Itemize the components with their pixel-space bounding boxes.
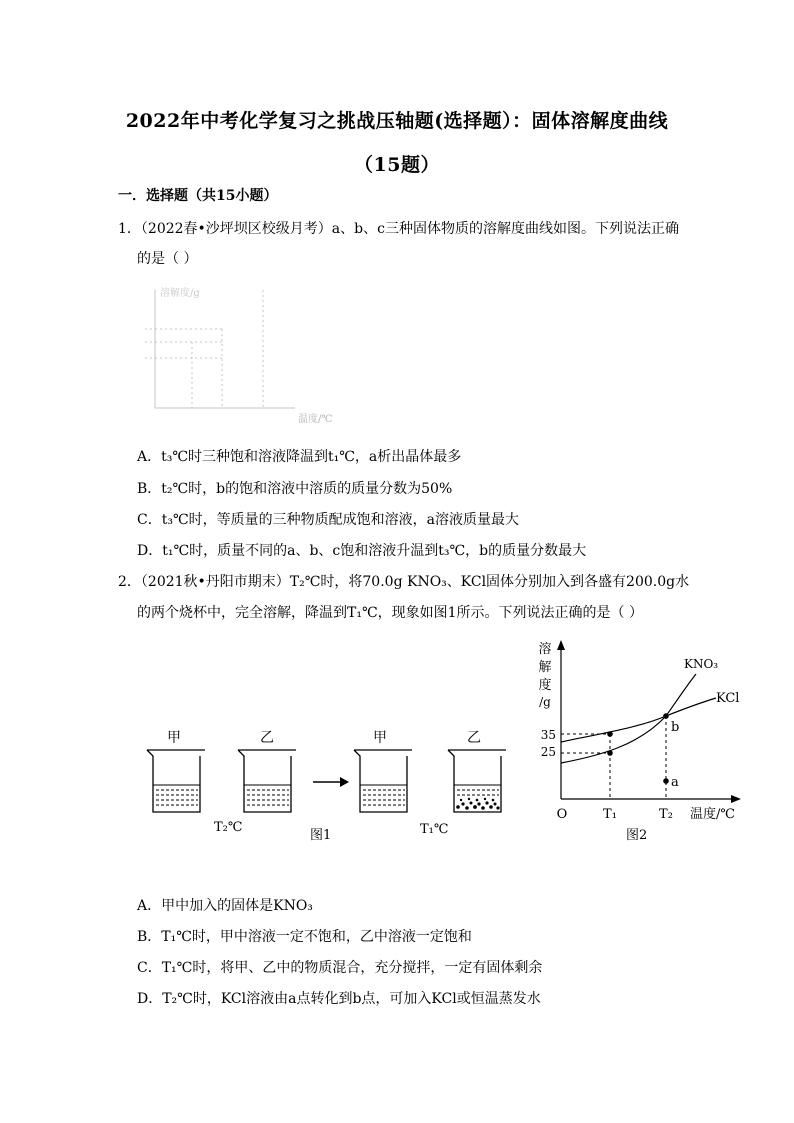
- beaker-label-yi-1: 乙: [260, 730, 274, 746]
- q1-stem-line2: 的是（ ）: [137, 251, 198, 267]
- tick-25: 25: [540, 745, 556, 759]
- point-a: [663, 778, 669, 784]
- beaker-yi-before: [238, 750, 296, 812]
- tick-t1: T₁: [603, 807, 617, 822]
- label-point-b: b: [671, 720, 680, 735]
- q1-stem-line1: 1．（2022春•沙坪坝区校级月考）a、b、c三种固体物质的溶解度曲线如图。下列说法正确: [118, 221, 679, 237]
- temp-label-left: T₂℃: [214, 820, 243, 835]
- y-axis-arrow-icon: [557, 640, 565, 650]
- page-title: 2022年中考化学复习之挑战压轴题(选择题）：固体溶解度曲线: [125, 110, 669, 132]
- point-b: [663, 713, 669, 719]
- intersection-point-t1-lower: [607, 750, 613, 756]
- q2-option-c[interactable]: C．T₁℃时，将甲、乙中的物质混合，充分搅拌，一定有固体剩余: [137, 960, 543, 976]
- x-axis-label: 温度/℃: [690, 807, 735, 822]
- q1-option-d[interactable]: D．t₁℃时，质量不同的a、b、c饱和溶液升温到t₃℃，b的质量分数最大: [137, 543, 587, 559]
- label-kcl: KCl: [716, 691, 740, 706]
- y-label-4: /g: [539, 695, 551, 709]
- q2-option-a[interactable]: A．甲中加入的固体是KNO₃: [137, 898, 313, 914]
- label-point-a: a: [671, 775, 679, 790]
- beaker-jia-before: [147, 750, 205, 812]
- dashed-guides: [561, 716, 666, 799]
- arrow-icon: [313, 777, 349, 787]
- precipitate-crystals: [456, 798, 499, 810]
- q1-solubility-figure: [140, 282, 340, 432]
- q2-option-d[interactable]: D．T₂℃时，KCl溶液由a点转化到b点，可加入KCl或恒温蒸发水: [137, 991, 541, 1007]
- origin-label: O: [556, 807, 568, 822]
- curve-kcl: [561, 698, 716, 742]
- q1-option-c[interactable]: C．t₃℃时，等质量的三种物质配成饱和溶液，a溶液质量最大: [137, 512, 519, 528]
- section-heading: 一．选择题（共15小题）: [118, 188, 278, 204]
- y-label-3: 度: [538, 678, 552, 693]
- page-subtitle: （15题）: [354, 154, 440, 176]
- y-label-2: 解: [538, 660, 552, 675]
- intersection-point-t1-upper: [607, 731, 613, 737]
- q1-figure-y-label: 溶解度/g: [160, 288, 200, 299]
- q2-stem-line1: 2．（2021秋•丹阳市期末）T₂℃时，将70.0g KNO₃、KCl固体分别加入到各盛有200.0g水: [118, 574, 690, 590]
- beaker-label-yi-2: 乙: [467, 730, 481, 746]
- x-axis-arrow-icon: [731, 795, 741, 803]
- q2-figure1-beakers: [130, 720, 530, 850]
- q2-option-b[interactable]: B．T₁℃时，甲中溶液一定不饱和，乙中溶液一定饱和: [137, 929, 472, 945]
- y-label-1: 溶: [538, 642, 552, 657]
- q1-option-b[interactable]: B．t₂℃时，b的饱和溶液中溶质的质量分数为50%: [137, 481, 453, 497]
- tick-t2: T₂: [659, 807, 673, 822]
- q1-figure-x-label: 温度/℃: [298, 414, 333, 425]
- q2-figure2-solubility-chart: [528, 636, 754, 850]
- figure1-caption: 图1: [310, 828, 332, 843]
- beaker-jia-after: [354, 750, 412, 812]
- temp-label-right: T₁℃: [420, 822, 449, 837]
- q1-option-a[interactable]: A．t₃℃时三种饱和溶液降温到t₁℃，a析出晶体最多: [137, 449, 462, 465]
- curve-kno3: [561, 674, 696, 763]
- tick-35: 35: [540, 728, 556, 742]
- label-kno3: KNO₃: [684, 657, 719, 671]
- beaker-yi-after: [448, 750, 506, 812]
- beaker-label-jia-2: 甲: [373, 730, 387, 746]
- beaker-label-jia-1: 甲: [167, 730, 181, 746]
- figure2-caption: 图2: [626, 828, 648, 843]
- q2-stem-line2: 的两个烧杯中，完全溶解，降温到T₁℃，现象如图1所示。下列说法正确的是（ ）: [137, 605, 643, 621]
